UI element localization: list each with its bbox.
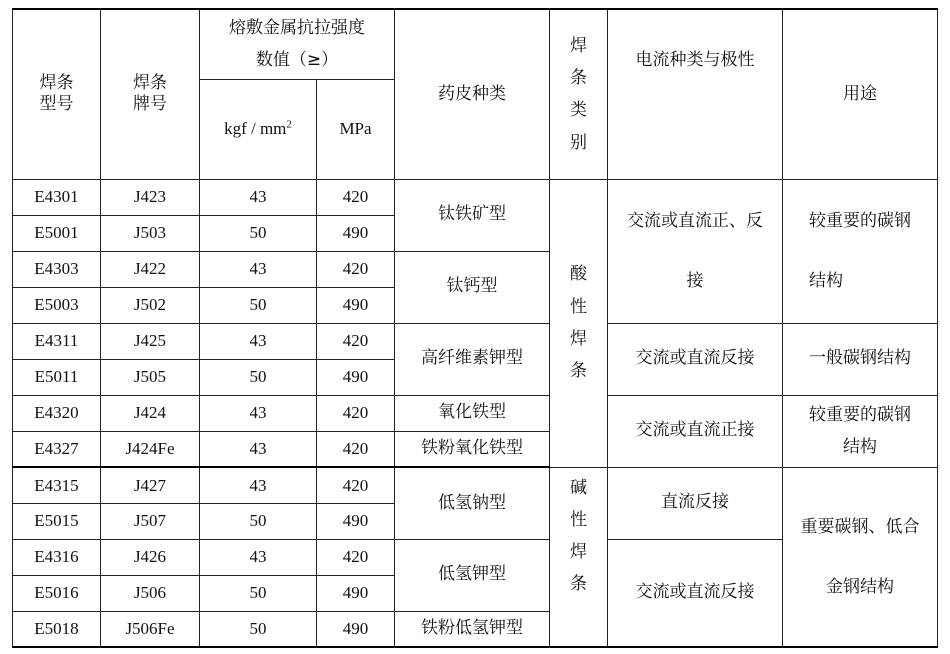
cell-mpa: 420 (317, 251, 395, 287)
cell-kgf: 43 (200, 467, 317, 503)
header-category: 焊 条 类 别 (550, 9, 608, 179)
cell-category-acid: 酸 性 焊 条 (550, 179, 608, 467)
cell-brand: J424Fe (101, 431, 200, 467)
cell-mpa: 420 (317, 395, 395, 431)
cell-brand: J507 (101, 503, 200, 539)
cell-brand: J506Fe (101, 611, 200, 647)
cell-coating: 钛铁矿型 (395, 179, 550, 251)
header-unit-kgf: kgf / $mm^2$ (200, 79, 317, 179)
cell-brand: J424 (101, 395, 200, 431)
cell-mpa: 420 (317, 467, 395, 503)
cell-model: E4316 (13, 539, 101, 575)
cell-model: E4311 (13, 323, 101, 359)
cell-model: E4303 (13, 251, 101, 287)
cell-kgf: 50 (200, 359, 317, 395)
cell-model: E5011 (13, 359, 101, 395)
cell-brand: J423 (101, 179, 200, 215)
cell-model: E5016 (13, 575, 101, 611)
cell-current: 交流或直流反接 (608, 323, 783, 395)
cell-model: E5003 (13, 287, 101, 323)
cell-kgf: 43 (200, 323, 317, 359)
cell-model: E5018 (13, 611, 101, 647)
cell-current: 交流或直流正、反 接 (608, 179, 783, 323)
cell-model: E5001 (13, 215, 101, 251)
cell-current: 直流反接 (608, 467, 783, 539)
cell-mpa: 490 (317, 359, 395, 395)
table-row (13, 323, 938, 359)
header-coating: 药皮种类 (395, 9, 550, 179)
cell-mpa: 490 (317, 503, 395, 539)
cell-mpa: 490 (317, 287, 395, 323)
cell-coating: 氧化铁型 (395, 395, 550, 431)
header-unit-mpa: MPa (317, 79, 395, 179)
cell-coating: 高纤维素钾型 (395, 323, 550, 395)
cell-coating: 低氢钾型 (395, 539, 550, 611)
cell-coating: 钛钙型 (395, 251, 550, 323)
cell-kgf: 43 (200, 539, 317, 575)
cell-kgf: 50 (200, 215, 317, 251)
cell-usage: 较重要的碳钢 结构 (783, 179, 938, 323)
cell-coating: 低氢钠型 (395, 467, 550, 539)
header-row-1 (13, 9, 938, 79)
header-usage: 用途 (783, 9, 938, 179)
cell-mpa: 420 (317, 323, 395, 359)
cell-kgf: 50 (200, 575, 317, 611)
cell-usage: 较重要的碳钢 结构 (783, 395, 938, 467)
cell-brand: J505 (101, 359, 200, 395)
cell-coating: 铁粉低氢钾型 (395, 611, 550, 647)
cell-usage: 重要碳钢、低合 金钢结构 (783, 467, 938, 647)
cell-brand: J426 (101, 539, 200, 575)
cell-model: E4320 (13, 395, 101, 431)
cell-kgf: 50 (200, 287, 317, 323)
cell-brand: J503 (101, 215, 200, 251)
cell-kgf: 50 (200, 611, 317, 647)
header-strength: 熔敷金属抗拉强度 数值（≥） (200, 9, 395, 79)
cell-kgf: 43 (200, 179, 317, 215)
cell-mpa: 420 (317, 431, 395, 467)
welding-rod-table-wrapper (12, 8, 938, 648)
welding-rod-table (12, 8, 938, 648)
cell-brand: J502 (101, 287, 200, 323)
cell-current: 交流或直流正接 (608, 395, 783, 467)
cell-category-basic: 碱 性 焊 条 (550, 467, 608, 647)
table-row (13, 467, 938, 503)
table-row (13, 179, 938, 215)
cell-kgf: 43 (200, 251, 317, 287)
cell-kgf: 43 (200, 395, 317, 431)
cell-coating: 铁粉氧化铁型 (395, 431, 550, 467)
cell-model: E4301 (13, 179, 101, 215)
table-row (13, 395, 938, 431)
cell-brand: J427 (101, 467, 200, 503)
cell-mpa: 490 (317, 215, 395, 251)
cell-brand: J506 (101, 575, 200, 611)
cell-kgf: 43 (200, 431, 317, 467)
cell-usage: 一般碳钢结构 (783, 323, 938, 395)
header-current: 电流种类与极性 (608, 9, 783, 179)
cell-model: E5015 (13, 503, 101, 539)
cell-current: 交流或直流反接 (608, 539, 783, 647)
cell-mpa: 420 (317, 179, 395, 215)
cell-model: E4327 (13, 431, 101, 467)
cell-mpa: 490 (317, 611, 395, 647)
cell-model: E4315 (13, 467, 101, 503)
cell-kgf: 50 (200, 503, 317, 539)
header-brand: 焊条 牌号 (101, 9, 200, 179)
header-model: 焊条 型号 (13, 9, 101, 179)
cell-mpa: 420 (317, 539, 395, 575)
cell-brand: J425 (101, 323, 200, 359)
cell-mpa: 490 (317, 575, 395, 611)
cell-brand: J422 (101, 251, 200, 287)
